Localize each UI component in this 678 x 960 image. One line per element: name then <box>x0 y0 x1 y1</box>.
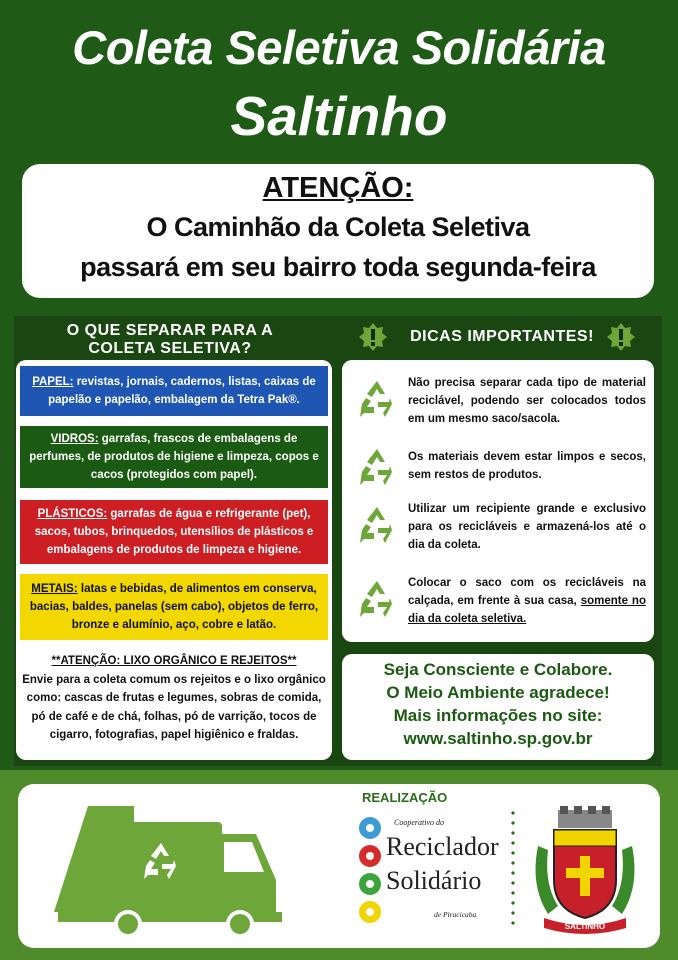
category-vidros <box>20 426 328 488</box>
organic-waste-note <box>22 652 326 745</box>
tips-panel <box>342 360 654 642</box>
recycle-icon <box>356 578 398 620</box>
notice-line-1: O Caminhão da Coleta Seletiva <box>146 212 530 242</box>
logo-word-2: Solidário <box>386 866 482 895</box>
recycle-icon <box>356 446 398 488</box>
reciclador-solidario-logo <box>356 812 499 930</box>
category-label: VIDROS: <box>50 433 99 445</box>
logo-city: de Piracicaba <box>434 910 477 919</box>
tip-text: Não precisa separar cada tipo de material reciclável, podendo ser colocados todos em um mesmo saco/sacola. <box>408 377 646 425</box>
tip-text: Os materiais devem estar limpos e secos, sem restos de produtos. <box>408 451 646 481</box>
tips-title: DICAS IMPORTANTES! <box>410 328 594 345</box>
separate-title-line-2: COLETA SELETIVA? <box>88 340 252 357</box>
organic-heading: **ATENÇÃO: LIXO ORGÂNICO E REJEITOS** <box>51 655 297 667</box>
slogan-line-1: Seja Consciente e Colabore. <box>383 660 613 679</box>
tip-text <box>408 574 646 628</box>
separate-title-line-1: O QUE SEPARAR PARA A <box>66 322 274 339</box>
category-papel <box>20 366 328 416</box>
organic-text: Envie para a coleta comum os rejeitos e o lixo orgânico como: cascas de frutas e legumes, sobras de comida, pó de café e de chá, folhas, pó de varrição, tocos de cigarro, fotografias, papel higiênico e fraldas. <box>22 673 326 741</box>
exclamation-icon <box>606 322 636 352</box>
category-text: garrafas, frascos de embalagens de perfumes, de produtos de higiene e limpeza, copos e cacos (protegidos com papel). <box>29 433 319 481</box>
garbage-truck-icon <box>44 800 294 940</box>
category-label: PLÁSTICOS: <box>37 508 108 520</box>
category-text: revistas, jornais, cadernos, listas, caixas de papelão e papelão, embalagem da Tetra Pak®. <box>48 376 316 406</box>
category-label: PAPEL: <box>32 376 74 388</box>
slogan-line-2: O Meio Ambiente agradece! <box>386 683 610 702</box>
realizacao-label: REALIZAÇÃO <box>362 790 448 805</box>
notice-box <box>22 164 654 298</box>
category-text: garrafas de água e refrigerante (pet), sacos, tubos, brinquedos, utensílios de plásticos e embalagens de produtos de limpeza e higiene. <box>34 508 314 556</box>
tip-text: Utilizar um recipiente grande e exclusivo para os recicláveis e armazená-los até o dia da coleta. <box>408 503 646 551</box>
notice-heading: ATENÇÃO: <box>262 172 414 204</box>
logo-subtitle: Cooperativo do <box>394 818 444 827</box>
category-metais <box>20 574 328 640</box>
tip-text-underlined: somente no dia da coleta seletiva. <box>408 595 646 625</box>
separate-title <box>40 322 300 358</box>
category-label: METAIS: <box>31 583 78 595</box>
notice-line-2: passará em seu bairro toda segunda-feira <box>80 252 596 282</box>
logo-word-1: Reciclador <box>386 832 499 861</box>
divider <box>511 808 515 928</box>
website-link[interactable]: www.saltinho.sp.gov.br <box>403 729 593 748</box>
category-text: latas e bebidas, de alimentos em conserva, bacias, baldes, panelas (sem cabo), objetos de ferro, bronze e alumínio, aço, cobre e latão. <box>29 583 319 631</box>
recycle-icon <box>356 504 398 546</box>
category-plasticos <box>20 500 328 564</box>
slogan-line-3: Mais informações no site: <box>393 706 603 725</box>
slogan-box <box>342 654 654 760</box>
page-title: Coleta Seletiva Solidária <box>72 21 606 74</box>
recycle-dots-icon <box>356 816 384 928</box>
page-subtitle: Saltinho <box>230 85 448 147</box>
coat-label: SALTINHO <box>564 922 606 931</box>
saltinho-coat-of-arms <box>530 806 640 938</box>
header <box>0 0 678 160</box>
tip-text-main: Colocar o saco com os recicláveis na calçada, em frente à sua casa, <box>408 577 646 607</box>
recycle-icon <box>356 378 398 420</box>
